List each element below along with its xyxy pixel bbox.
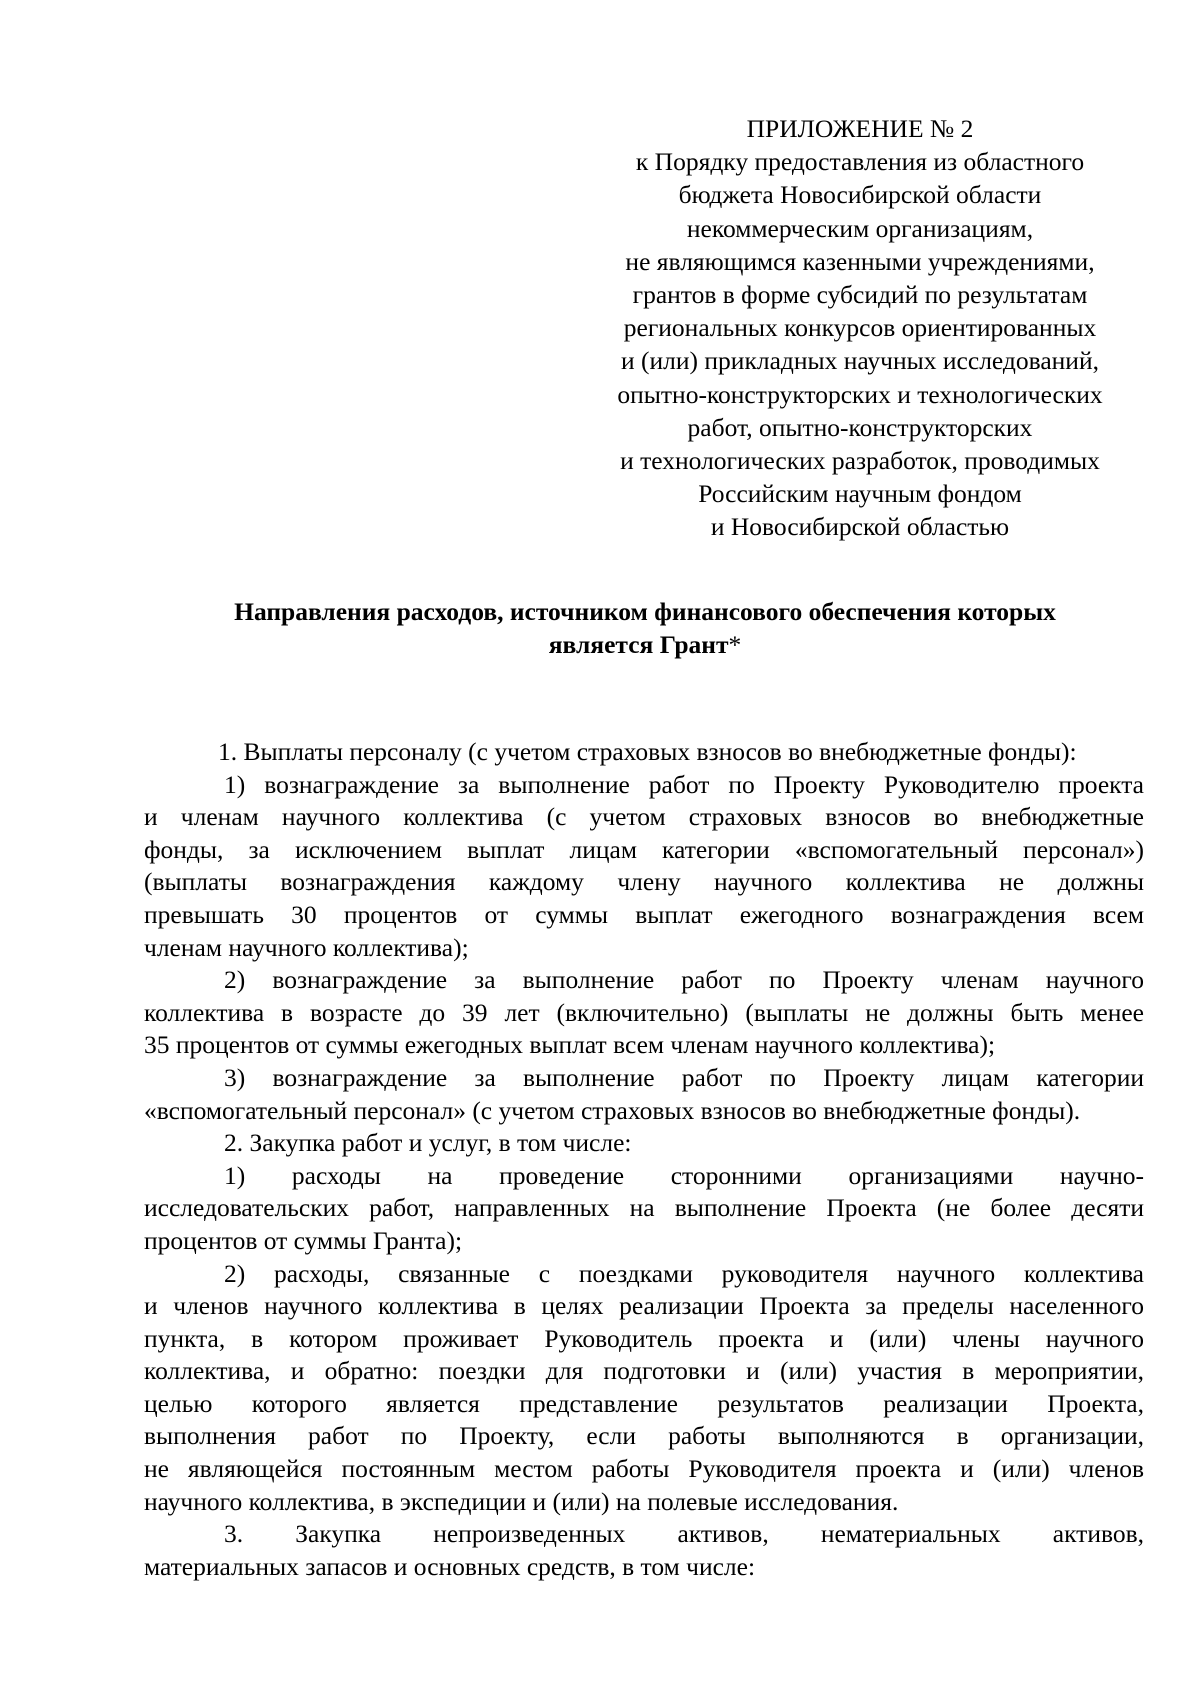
body-paragraph-line: 2) расходы, связанные с поездками руководителя научного коллектива	[224, 1258, 1144, 1288]
footnote-mark: *	[728, 629, 742, 659]
appendix-number: ПРИЛОЖЕНИЕ № 2	[746, 114, 974, 143]
body-paragraph-line: научного коллектива, в экспедиции и (или) на полевые исследования.	[144, 1486, 899, 1516]
document-title	[146, 596, 1144, 662]
title-line-2-text: является Грант	[548, 629, 729, 659]
body-paragraph-line: 2) вознаграждение за выполнение работ по Проекту членам научного	[224, 965, 1144, 995]
body-paragraph-line: 3) вознаграждение за выполнение работ по Проекту лицам категории	[224, 1062, 1144, 1092]
body-paragraph-line: 1. Выплаты персоналу (с учетом страховых взносов во внебюджетные фонды):	[218, 737, 1077, 766]
body-paragraph-line: 35 процентов от суммы ежегодных выплат всем членам научного коллектива);	[144, 1030, 996, 1060]
appendix-text-line: Российским научным фондом	[698, 479, 1022, 509]
body-paragraph-line: исследовательских работ, направленных на выполнение Проекта (не более десяти	[144, 1193, 1144, 1223]
body-paragraph-line: (выплаты вознаграждения каждому члену научного коллектива не должны	[144, 867, 1144, 897]
appendix-text-line: и (или) прикладных научных исследований,	[621, 346, 1099, 376]
body-paragraph-line: «вспомогательный персонал» (с учетом страховых взносов во внебюджетные фонды).	[144, 1095, 1081, 1125]
appendix-text-line: некоммерческим организациям,	[686, 213, 1034, 243]
body-paragraph-line: 1) расходы на проведение сторонними организациями научно-	[224, 1160, 1144, 1190]
appendix-text-line: бюджета Новосибирской области	[678, 180, 1042, 210]
appendix-heading	[580, 112, 1140, 544]
appendix-text-line: и Новосибирской областью	[710, 512, 1010, 542]
body-paragraph-line: коллектива в возрасте до 39 лет (включительно) (выплаты не должны быть менее	[144, 997, 1144, 1027]
appendix-text-line: опытно-конструкторских и технологических	[617, 379, 1103, 409]
body-paragraph-line: пункта, в котором проживает Руководитель проекта и (или) члены научного	[144, 1323, 1144, 1353]
appendix-text-line: и технологических разработок, проводимых	[620, 446, 1100, 476]
appendix-text-line: работ, опытно-конструкторских	[687, 412, 1033, 442]
title-line-1: Направления расходов, источником финансового обеспечения которых	[234, 597, 1056, 626]
body-paragraph-line: выполнения работ по Проекту, если работы выполняются в организации,	[144, 1421, 1144, 1451]
body-paragraph-line: членам научного коллектива);	[144, 932, 469, 962]
appendix-text-line: к Порядку предоставления из областного	[635, 147, 1085, 177]
body-paragraph-line: целью которого является представление результатов реализации Проекта,	[144, 1388, 1144, 1418]
body-paragraph-line: не являющейся постоянным местом работы Руководителя проекта и (или) членов	[144, 1454, 1144, 1484]
appendix-text-line: грантов в форме субсидий по результатам	[632, 280, 1088, 310]
body-paragraph-line: и членов научного коллектива в целях реализации Проекта за пределы населенного	[144, 1291, 1144, 1321]
body-paragraph-line: коллектива, и обратно: поездки для подготовки и (или) участия в мероприятии,	[144, 1356, 1144, 1386]
body-paragraph-line: и членам научного коллектива (с учетом страховых взносов во внебюджетные	[144, 802, 1144, 832]
document-body	[144, 736, 1144, 1583]
appendix-text-line: региональных конкурсов ориентированных	[623, 313, 1097, 343]
body-paragraph-line: превышать 30 процентов от суммы выплат ежегодного вознаграждения всем	[144, 899, 1144, 929]
body-paragraph-line: материальных запасов и основных средств, в том числе:	[144, 1551, 756, 1581]
body-paragraph-line: фонды, за исключением выплат лицам категории «вспомогательный персонал»)	[144, 834, 1144, 864]
body-paragraph-line: 2. Закупка работ и услуг, в том числе:	[224, 1128, 632, 1158]
body-paragraph-line: процентов от суммы Гранта);	[144, 1225, 463, 1255]
title-line-2	[146, 629, 1144, 662]
appendix-text-line: не являющимся казенными учреждениями,	[625, 246, 1095, 276]
body-paragraph-line: 3. Закупка непроизведенных активов, нематериальных активов,	[224, 1519, 1144, 1549]
body-paragraph-line: 1) вознаграждение за выполнение работ по Проекту Руководителю проекта	[224, 769, 1144, 799]
